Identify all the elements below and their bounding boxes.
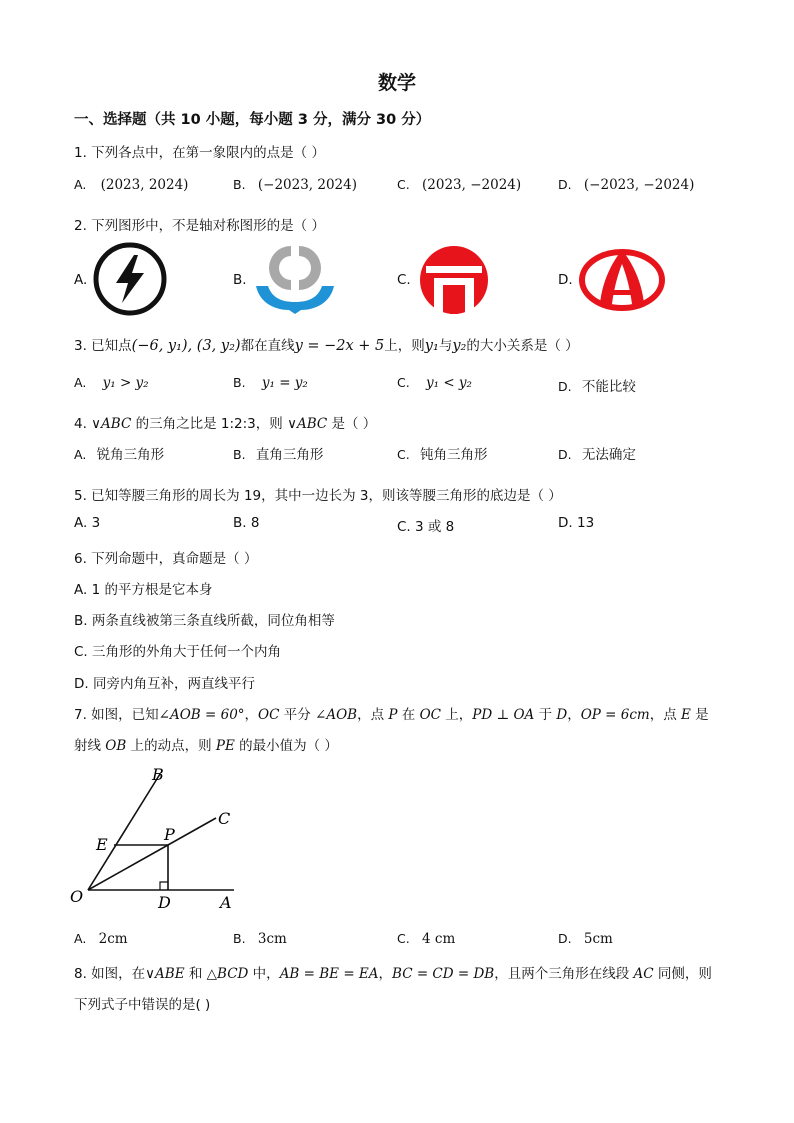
option-value: 不能比较 [581,379,636,395]
q3-text: 都在直线 [240,338,295,354]
q7-pe: PE [215,738,235,754]
q3-points: (−6, y₁), (3, y₂) [131,338,241,354]
q2-option-d-label[interactable]: D. [558,272,573,288]
option-value: (2023, 2024) [100,177,189,193]
option-label: C. [397,375,410,390]
option-label: B. [233,931,246,946]
option-value: y₁ > y₂ [102,375,149,391]
question-2-stem: 2. 下列图形中，不是轴对称图形的是（ ） [74,218,325,234]
q4-option-a[interactable] [74,443,164,463]
ray-ob [88,774,160,890]
q2-option-a-label[interactable]: A. [74,272,88,288]
q7-option-b[interactable] [233,931,287,947]
q3-text: 3. 已知点 [74,338,132,354]
option-label: C. [397,177,410,192]
ray-oc [88,818,216,890]
q8-eq1: AB = BE = EA [279,966,379,982]
label-o: O [70,887,84,906]
q4-option-c[interactable] [397,443,488,463]
q3-line-equation: y = −2x + 5 [294,338,385,354]
option-label: A. [74,447,87,462]
q7-op: OP = 6cm [580,707,650,723]
q4-option-b[interactable] [233,443,323,463]
q7-text: 上， [441,707,473,723]
red-car-logo-icon [578,244,666,312]
q4-option-d[interactable] [558,443,636,463]
option-value: y₁ < y₂ [426,375,472,391]
q7-geometry-figure [66,764,246,914]
q4-triangle: ∨ABC [91,416,132,432]
q6-option-a[interactable]: A. 1 的平方根是它本身 [74,582,213,598]
q7-text: 7. 如图，已知 [74,707,159,723]
q1-option-a[interactable] [74,177,188,193]
q7-text: 平分 [279,707,316,723]
option-value: (−2023, −2024) [583,177,695,193]
q7-text: 是 [690,707,709,723]
option-value: y₁ = y₂ [261,375,308,391]
option-value: 无法确定 [581,447,636,463]
q5-option-b[interactable]: B. 8 [233,515,260,531]
question-8-line-2: 下列式子中错误的是( ) [74,997,211,1013]
q8-eq2: BC = CD = DB [392,966,495,982]
q1-option-d[interactable] [558,177,694,193]
option-label: B. [233,375,246,390]
option-label: A. [74,177,87,192]
q6-option-b[interactable]: B. 两条直线被第三条直线所截，同位角相等 [74,613,335,629]
section-heading: 一、选择题（共 10 小题，每小题 3 分，满分 30 分） [74,112,431,128]
blue-emblem-icon [254,242,336,314]
q2-option-c-label[interactable]: C. [397,272,411,288]
q5-option-d[interactable]: D. 13 [558,515,595,531]
label-c: C [218,809,231,828]
q5-option-c[interactable]: C. 3 或 8 [397,519,455,535]
option-value: 锐角三角形 [96,447,165,463]
option-label: C. [397,447,410,462]
q7-option-d[interactable] [558,931,613,947]
q8-text: ， [378,966,393,982]
label-b: B [152,765,164,784]
option-value: 直角三角形 [255,447,324,463]
q8-text: 和 [184,966,207,982]
right-angle-mark [160,882,168,890]
q7-text: ， [567,707,581,723]
option-label: A. [74,931,87,946]
q4-triangle: ∨ABC [287,416,328,432]
option-value: (−2023, 2024) [257,177,357,193]
question-1-stem: 1. 下列各点中，在第一象限内的点是（ ） [74,145,325,161]
q7-text: 射线 [74,738,106,754]
q7-d: D [556,707,568,723]
q7-text: ，点 [357,707,389,723]
option-label: C. [397,931,410,946]
q8-ac: AC [633,966,654,982]
q6-option-c[interactable]: C. 三角形的外角大于任何一个内角 [74,644,282,660]
q3-text: 与 [438,338,453,354]
q7-e: E [681,707,691,723]
lightning-icon [92,241,168,317]
option-label: A. [74,375,87,390]
option-label: D. [558,379,572,394]
q7-oc: OC [258,707,280,723]
question-4-stem [74,412,376,432]
q6-option-d[interactable]: D. 同旁内角互补，两直线平行 [74,676,255,692]
option-label: D. [558,931,572,946]
q7-perp: PD ⊥ OA [472,707,535,723]
q7-angle: ∠AOB = 60° [158,707,245,723]
question-8-line-1 [74,962,712,982]
option-value: (2023, −2024) [422,177,522,193]
red-circle-logo-icon [418,244,490,316]
q7-text: 于 [534,707,557,723]
label-d: D [158,893,171,912]
option-value: 钝角三角形 [420,447,488,463]
q3-option-a[interactable] [74,375,149,391]
q2-option-b-label[interactable]: B. [233,272,247,288]
q7-text: ， [244,707,259,723]
q7-oc: OC [419,707,441,723]
question-7-line-2 [74,734,338,754]
q8-text: ，且两个三角形在线段 [494,966,634,982]
q3-y1: y₁ [424,338,439,354]
q8-text: 中， [248,966,280,982]
q1-option-c[interactable] [397,177,521,193]
option-value: 4 cm [422,931,456,947]
question-6-stem: 6. 下列命题中，真命题是（ ） [74,551,258,567]
q7-text: ，点 [649,707,682,723]
q4-text: 是（ ） [327,416,377,432]
q7-option-c[interactable] [397,931,455,947]
q1-option-b[interactable] [233,177,357,193]
option-value: 3cm [257,931,287,947]
question-7-line-1 [74,703,709,723]
q3-option-b[interactable] [233,375,308,391]
q4-text: 的三角之比是 1:2:3，则 [131,416,288,432]
q7-text: 上的动点，则 [126,738,216,754]
option-label: B. [233,177,246,192]
q7-text: 在 [397,707,420,723]
option-label: D. [558,447,572,462]
q7-option-a[interactable] [74,931,128,947]
q8-bcd: △BCD [206,966,249,982]
q3-option-d[interactable] [558,375,636,395]
q3-text: 上，则 [384,338,425,354]
question-5-stem: 5. 已知等腰三角形的周长为 19，其中一边长为 3，则该等腰三角形的底边是（ ） [74,488,562,504]
q3-text: 的大小关系是（ ） [466,338,579,354]
q4-text: 4. [74,416,92,432]
question-3-stem [74,334,579,354]
option-label: D. [558,177,572,192]
option-value: 5cm [583,931,613,947]
label-a: A [220,893,232,912]
q8-abe: ∨ABE [145,966,185,982]
q3-y2: y₂ [452,338,467,354]
q8-text: 同侧，则 [653,966,712,982]
page-title: 数学 [377,72,416,94]
option-label: B. [233,447,246,462]
q7-ob: OB [105,738,127,754]
q5-option-a[interactable]: A. 3 [74,515,101,531]
option-value: 2cm [98,931,128,947]
q7-p: P [388,707,398,723]
q7-text: 的最小值为（ ） [234,738,338,754]
label-e: E [96,835,108,854]
label-p: P [164,825,175,844]
q8-text: 8. 如图，在 [74,966,146,982]
q7-aob: ∠AOB [315,707,358,723]
q3-option-c[interactable] [397,375,472,391]
